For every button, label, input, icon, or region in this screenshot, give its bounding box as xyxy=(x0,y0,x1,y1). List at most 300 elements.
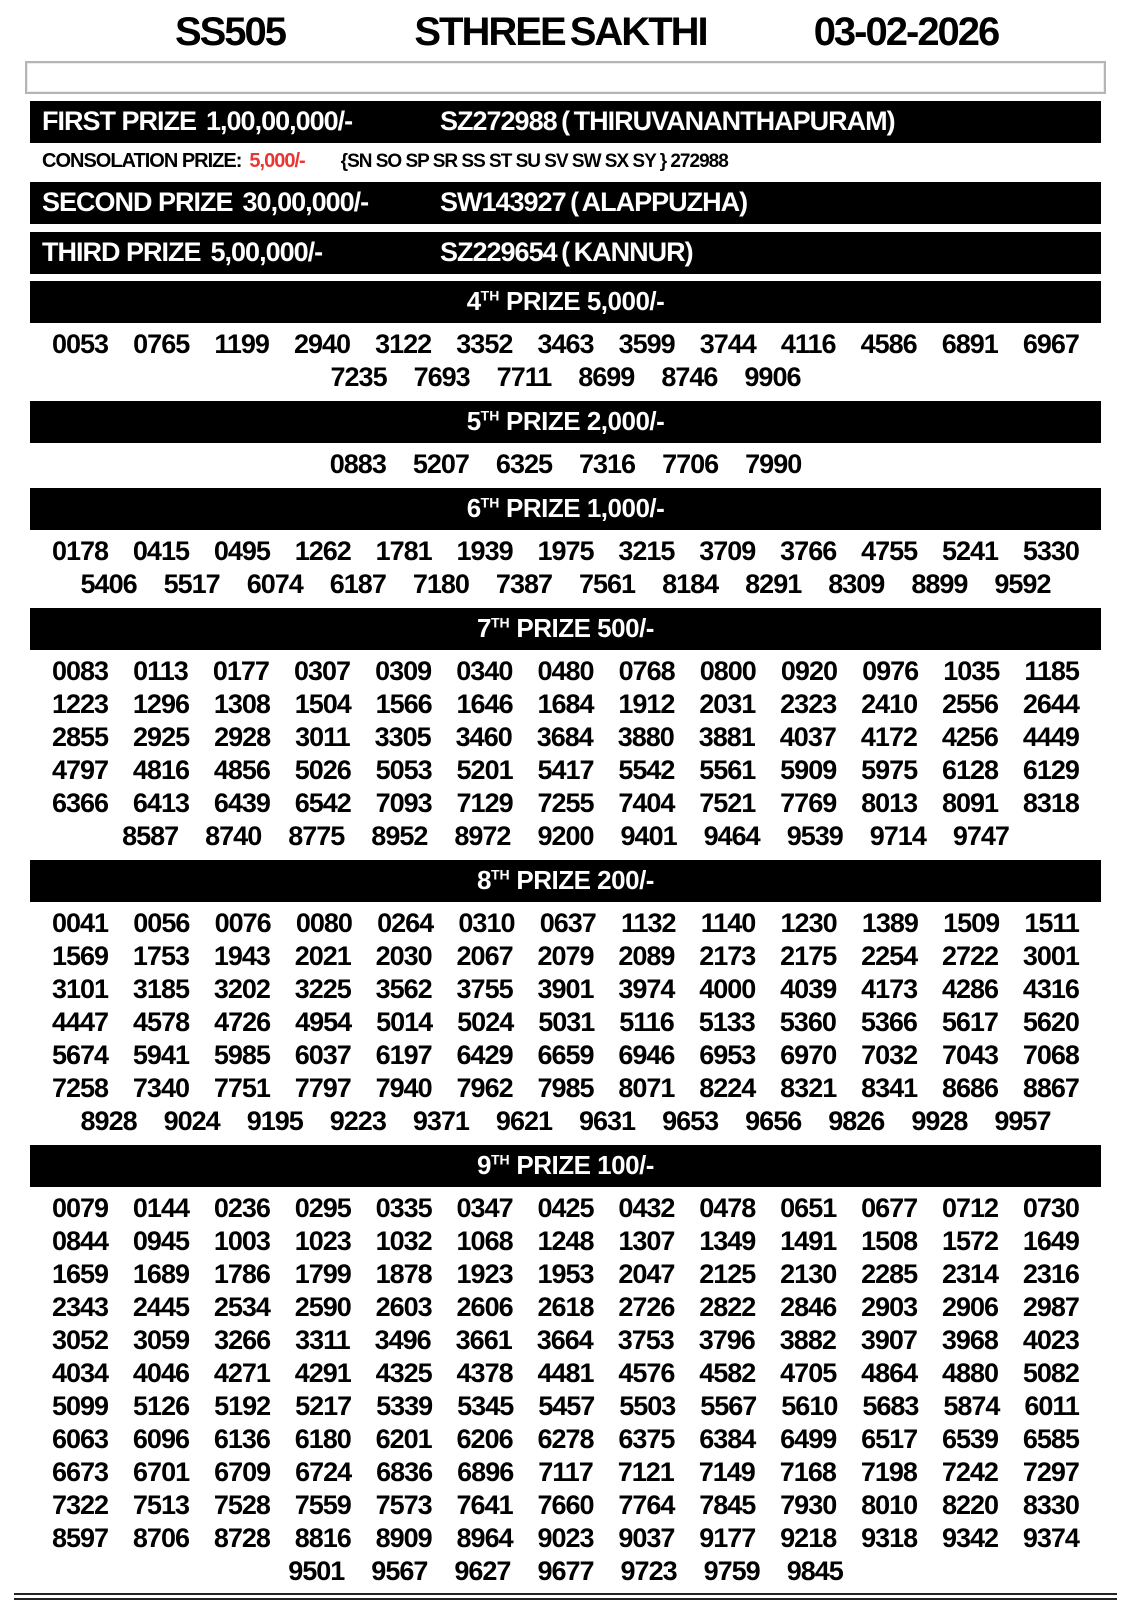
second-prize-label-group xyxy=(42,187,440,218)
prize-number: 8224 xyxy=(699,1073,756,1103)
prize-number: 3185 xyxy=(132,974,189,1004)
prize-number: 8330 xyxy=(1022,1490,1079,1520)
prize-number: 1684 xyxy=(537,689,594,719)
prize-number: 5683 xyxy=(862,1391,919,1421)
prize-number: 6187 xyxy=(329,569,386,599)
prize-number: 5503 xyxy=(619,1391,676,1421)
prize-number: 9826 xyxy=(828,1106,885,1136)
prize-number: 1689 xyxy=(132,1259,189,1289)
prize-number: 1032 xyxy=(375,1226,432,1256)
prize-number: 3882 xyxy=(779,1325,836,1355)
first-prize-amount: 1,00,00,000/- xyxy=(206,106,353,136)
prize-number: 6197 xyxy=(375,1040,432,1070)
prize-number: 3052 xyxy=(52,1325,109,1355)
prize-number: 5909 xyxy=(780,755,837,785)
third-prize-amount: 5,00,000/- xyxy=(210,237,323,267)
prize-number: 1068 xyxy=(456,1226,513,1256)
prize-section-header: 6TH PRIZE 1,000/- xyxy=(30,488,1101,530)
prize-number: 7316 xyxy=(579,449,636,479)
third-prize-label: THIRD PRIZE xyxy=(42,237,201,267)
prize-number: 1939 xyxy=(456,536,513,566)
prize-number: 9592 xyxy=(994,569,1051,599)
prize-number: 2031 xyxy=(699,689,756,719)
prize-number: 6539 xyxy=(941,1424,999,1454)
prize-number: 3122 xyxy=(375,329,432,359)
prize-number: 5674 xyxy=(52,1040,109,1070)
prize-number: 0340 xyxy=(456,656,513,686)
prize-number: 2067 xyxy=(456,941,513,971)
prize-number: 5082 xyxy=(1022,1358,1079,1388)
prize-number: 1923 xyxy=(456,1259,513,1289)
prize-number: 0883 xyxy=(329,449,386,479)
prize-number: 6542 xyxy=(294,788,351,818)
prize-number: 6499 xyxy=(780,1424,837,1454)
prize-number: 0478 xyxy=(699,1193,756,1223)
prize-number: 1943 xyxy=(213,941,270,971)
prize-number: 6673 xyxy=(52,1457,109,1487)
consolation-prize-amount: 5,000/- xyxy=(249,150,305,172)
prize-number: 6946 xyxy=(618,1040,675,1070)
prize-number-row xyxy=(52,907,1079,940)
prize-number: 2606 xyxy=(456,1292,513,1322)
prize-number: 9653 xyxy=(662,1106,719,1136)
prize-number: 7528 xyxy=(213,1490,270,1520)
prize-number: 7521 xyxy=(699,788,756,818)
prize-number: 8184 xyxy=(662,569,719,599)
prize-number: 1349 xyxy=(699,1226,756,1256)
prize-number: 7513 xyxy=(132,1490,189,1520)
prize-number: 4325 xyxy=(375,1358,432,1388)
prize-number: 2822 xyxy=(699,1292,756,1322)
prize-number: 8318 xyxy=(1022,788,1079,818)
first-prize-label-group xyxy=(42,106,440,137)
prize-number: 5561 xyxy=(699,755,756,785)
prize-number: 2906 xyxy=(941,1292,999,1322)
prize-number: 4864 xyxy=(861,1358,918,1388)
prize-number: 5031 xyxy=(538,1007,595,1037)
prize-number: 6278 xyxy=(537,1424,594,1454)
prize-number: 0844 xyxy=(52,1226,109,1256)
prize-number: 4755 xyxy=(861,536,918,566)
prize-number-row xyxy=(52,1072,1079,1105)
prize-number: 4291 xyxy=(294,1358,351,1388)
prize-number: 8291 xyxy=(745,569,802,599)
blank-box xyxy=(25,61,1106,94)
prize-number: 0076 xyxy=(214,908,271,938)
prize-number: 0310 xyxy=(458,908,515,938)
prize-number: 1878 xyxy=(375,1259,432,1289)
prize-number: 7258 xyxy=(52,1073,109,1103)
prize-number: 5517 xyxy=(163,569,220,599)
prize-number: 3744 xyxy=(699,329,756,359)
prize-number: 7990 xyxy=(745,449,802,479)
prize-number: 6136 xyxy=(213,1424,270,1454)
prize-number: 8816 xyxy=(294,1523,351,1553)
prize-number: 9957 xyxy=(994,1106,1051,1136)
prize-number: 4856 xyxy=(213,755,270,785)
prize-number: 9747 xyxy=(952,821,1009,851)
prize-number: 2175 xyxy=(780,941,837,971)
prize-number: 5330 xyxy=(1022,536,1079,566)
prize-number: 9627 xyxy=(454,1556,511,1586)
prize-number: 6429 xyxy=(456,1040,513,1070)
prize-number: 9342 xyxy=(941,1523,999,1553)
prize-number: 1262 xyxy=(294,536,351,566)
prize-number: 7985 xyxy=(537,1073,594,1103)
prize-number: 3460 xyxy=(455,722,512,752)
prize-number: 2722 xyxy=(941,941,999,971)
prize-number: 3968 xyxy=(941,1325,998,1355)
prize-number: 5457 xyxy=(538,1391,595,1421)
prize-number: 0080 xyxy=(295,908,352,938)
prize-number: 9845 xyxy=(786,1556,843,1586)
prize-number: 7751 xyxy=(213,1073,270,1103)
prize-number: 9401 xyxy=(620,821,677,851)
prize-number-row xyxy=(52,1039,1079,1072)
prize-number: 0920 xyxy=(780,656,837,686)
prize-number: 5620 xyxy=(1022,1007,1079,1037)
prize-number: 3225 xyxy=(294,974,351,1004)
prize-number: 4271 xyxy=(213,1358,270,1388)
prize-number: 1572 xyxy=(941,1226,999,1256)
prize-number: 4172 xyxy=(860,722,917,752)
prize-number: 1307 xyxy=(618,1226,675,1256)
first-prize-bar xyxy=(30,101,1101,143)
prize-number: 3664 xyxy=(536,1325,593,1355)
prize-section-header: 8TH PRIZE 200/- xyxy=(30,860,1101,902)
prize-number-row xyxy=(52,973,1079,1006)
prize-number: 7797 xyxy=(294,1073,351,1103)
prize-number: 1296 xyxy=(132,689,189,719)
prize-number: 7711 xyxy=(496,362,552,392)
prize-number: 6201 xyxy=(375,1424,432,1454)
prize-number: 1023 xyxy=(294,1226,351,1256)
prize-number: 0335 xyxy=(375,1193,432,1223)
prize-number: 2855 xyxy=(52,722,109,752)
prize-number: 9037 xyxy=(618,1523,675,1553)
prize-number: 1912 xyxy=(618,689,675,719)
prize-number: 7068 xyxy=(1022,1040,1079,1070)
prize-number: 9621 xyxy=(495,1106,552,1136)
prize-number: 9464 xyxy=(703,821,760,851)
prize-number: 8699 xyxy=(578,362,635,392)
prize-number: 1786 xyxy=(213,1259,270,1289)
prize-number: 6659 xyxy=(537,1040,594,1070)
prize-number: 1511 xyxy=(1024,908,1079,938)
prize-number: 9928 xyxy=(911,1106,968,1136)
prize-number: 1799 xyxy=(294,1259,351,1289)
prize-number: 4256 xyxy=(941,722,998,752)
prize-number: 7706 xyxy=(662,449,719,479)
prize-number: 3352 xyxy=(456,329,513,359)
prize-number: 5192 xyxy=(214,1391,271,1421)
prize-number: 6970 xyxy=(780,1040,837,1070)
prize-number: 5217 xyxy=(295,1391,352,1421)
prize-number: 9374 xyxy=(1022,1523,1079,1553)
prize-number: 6517 xyxy=(861,1424,918,1454)
prize-number-row xyxy=(52,787,1079,820)
prize-number-row xyxy=(52,754,1079,787)
prize-section-header: 7TH PRIZE 500/- xyxy=(30,608,1101,650)
prize-number: 4582 xyxy=(699,1358,756,1388)
prize-number: 1659 xyxy=(52,1259,109,1289)
prize-number: 8928 xyxy=(80,1106,137,1136)
second-prize-label: SECOND PRIZE xyxy=(42,187,233,217)
prize-number: 2445 xyxy=(132,1292,189,1322)
prize-number-row xyxy=(52,1258,1079,1291)
prize-number: 2903 xyxy=(861,1292,918,1322)
lottery-title: STHREE SAKTHI xyxy=(414,10,707,54)
prize-number-row xyxy=(52,655,1079,688)
prize-number: 8091 xyxy=(941,788,999,818)
prize-number: 5874 xyxy=(943,1391,1000,1421)
prize-number: 6128 xyxy=(941,755,999,785)
prize-number: 7404 xyxy=(618,788,675,818)
prize-section-header: 5TH PRIZE 2,000/- xyxy=(30,401,1101,443)
prize-number: 0712 xyxy=(941,1193,999,1223)
prize-number: 9223 xyxy=(329,1106,386,1136)
prize-number: 4316 xyxy=(1022,974,1079,1004)
prize-number: 5941 xyxy=(132,1040,189,1070)
prize-number: 4797 xyxy=(52,755,109,785)
prize-number: 6096 xyxy=(132,1424,189,1454)
prize-number: 2254 xyxy=(861,941,918,971)
prize-number: 8010 xyxy=(861,1490,918,1520)
prize-number: 8013 xyxy=(861,788,918,818)
prize-number: 3305 xyxy=(374,722,431,752)
prize-number-row xyxy=(52,361,1079,394)
prize-number-row xyxy=(52,940,1079,973)
prize-number: 5366 xyxy=(860,1007,917,1037)
prize-number: 3562 xyxy=(375,974,432,1004)
prize-number: 2846 xyxy=(780,1292,837,1322)
prize-number: 6701 xyxy=(133,1457,190,1487)
prize-number: 8597 xyxy=(52,1523,109,1553)
first-prize-winner: SZ272988 ( THIRUVANANTHAPURAM) xyxy=(440,106,895,136)
prize-number: 0347 xyxy=(456,1193,513,1223)
prize-number: 7149 xyxy=(698,1457,755,1487)
draw-code: SS505 xyxy=(174,10,286,54)
prize-number: 4173 xyxy=(861,974,918,1004)
prize-number: 7845 xyxy=(699,1490,756,1520)
prize-number: 6063 xyxy=(52,1424,109,1454)
prize-number: 1248 xyxy=(537,1226,594,1256)
prize-number: 0425 xyxy=(537,1193,594,1223)
bottom-divider xyxy=(14,1593,1117,1600)
prize-number-row xyxy=(52,1105,1079,1138)
prize-number: 6891 xyxy=(941,329,998,359)
prize-number: 0079 xyxy=(52,1193,109,1223)
prize-number: 3796 xyxy=(698,1325,755,1355)
prize-number: 6375 xyxy=(618,1424,675,1454)
prize-number: 7940 xyxy=(375,1073,432,1103)
prize-number: 1199 xyxy=(214,329,269,359)
prize-number: 1132 xyxy=(620,908,676,938)
prize-number: 7764 xyxy=(618,1490,675,1520)
consolation-prize-label: CONSOLATION PRIZE: xyxy=(42,150,242,172)
prize-number: 4449 xyxy=(1022,722,1079,752)
prize-number: 6413 xyxy=(132,788,189,818)
prize-number: 3311 xyxy=(295,1325,350,1355)
prize-number: 2125 xyxy=(699,1259,756,1289)
prize-number-row xyxy=(52,820,1079,853)
prize-number: 1508 xyxy=(861,1226,918,1256)
prize-number: 9318 xyxy=(861,1523,918,1553)
prize-number: 6724 xyxy=(295,1457,352,1487)
prize-number: 5975 xyxy=(861,755,918,785)
prize-number: 8899 xyxy=(911,569,968,599)
prize-number: 7180 xyxy=(412,569,469,599)
prize-number: 7559 xyxy=(294,1490,351,1520)
prize-number: 0307 xyxy=(293,656,351,686)
prize-number: 2314 xyxy=(941,1259,999,1289)
prize-number: 5345 xyxy=(457,1391,514,1421)
prize-number: 3684 xyxy=(536,722,593,752)
prize-number: 2030 xyxy=(375,941,432,971)
prize-number: 4046 xyxy=(132,1358,189,1388)
prize-number: 7769 xyxy=(780,788,837,818)
prize-number: 9656 xyxy=(745,1106,802,1136)
prize-number: 5126 xyxy=(133,1391,190,1421)
prize-number: 0309 xyxy=(375,656,432,686)
prize-number: 5116 xyxy=(619,1007,674,1037)
prize-number-row xyxy=(52,1192,1079,1225)
prize-number: 1975 xyxy=(537,536,594,566)
prize-number: 4880 xyxy=(941,1358,999,1388)
prize-number: 4481 xyxy=(537,1358,594,1388)
prize-number: 8728 xyxy=(213,1523,270,1553)
prize-number: 0945 xyxy=(132,1226,189,1256)
prize-number: 0651 xyxy=(780,1193,837,1223)
prize-number: 3766 xyxy=(780,536,837,566)
prize-number: 3101 xyxy=(52,974,109,1004)
prize-number: 5014 xyxy=(376,1007,433,1037)
prize-number: 8321 xyxy=(780,1073,837,1103)
prize-number: 6366 xyxy=(52,788,109,818)
prize-number: 7032 xyxy=(861,1040,918,1070)
prize-number: 7235 xyxy=(330,362,387,392)
prize-number: 4726 xyxy=(214,1007,271,1037)
prize-number-row xyxy=(52,1291,1079,1324)
prize-number: 4705 xyxy=(780,1358,837,1388)
prize-number-row xyxy=(52,1423,1079,1456)
prize-number: 2556 xyxy=(941,689,999,719)
prize-number: 9677 xyxy=(537,1556,594,1586)
prize-number: 3755 xyxy=(456,974,513,1004)
prize-number: 7297 xyxy=(1022,1457,1079,1487)
prize-number: 0637 xyxy=(539,908,596,938)
prize-number: 3974 xyxy=(618,974,675,1004)
prize-number: 0295 xyxy=(294,1193,351,1223)
prize-number: 7693 xyxy=(413,362,470,392)
prize-number: 5610 xyxy=(781,1391,838,1421)
prize-number: 3215 xyxy=(618,536,675,566)
prize-number: 9177 xyxy=(699,1523,756,1553)
prize-number: 3202 xyxy=(213,974,270,1004)
prize-number: 7168 xyxy=(779,1457,836,1487)
prize-number: 0144 xyxy=(132,1193,189,1223)
prize-number: 6896 xyxy=(457,1457,514,1487)
second-prize-winner: SW143927 ( ALAPPUZHA) xyxy=(440,187,748,217)
consolation-prize-series: {SN SO SP SR SS ST SU SV SW SX SY } 272988 xyxy=(340,150,728,172)
prize-number: 0177 xyxy=(212,656,269,686)
prize-number: 9759 xyxy=(703,1556,760,1586)
first-prize-label: FIRST PRIZE xyxy=(42,106,197,136)
prize-number: 0730 xyxy=(1022,1193,1079,1223)
prize-number: 7043 xyxy=(941,1040,999,1070)
prize-number: 6384 xyxy=(699,1424,756,1454)
prize-number: 0415 xyxy=(132,536,189,566)
prize-number: 6206 xyxy=(456,1424,513,1454)
prize-number: 1753 xyxy=(132,941,189,971)
prize-number: 4286 xyxy=(941,974,999,1004)
prize-number: 6180 xyxy=(294,1424,351,1454)
prize-number: 1953 xyxy=(537,1259,594,1289)
prize-number: 1491 xyxy=(780,1226,837,1256)
prize-number: 9023 xyxy=(537,1523,594,1553)
prize-number-row xyxy=(52,1006,1079,1039)
prize-number: 2021 xyxy=(294,941,351,971)
prize-number: 2079 xyxy=(537,941,594,971)
prize-number: 3907 xyxy=(860,1325,917,1355)
prize-number: 9714 xyxy=(869,821,926,851)
prize-number: 2173 xyxy=(699,941,756,971)
prize-number: 5207 xyxy=(412,449,469,479)
prize-number: 9906 xyxy=(744,362,801,392)
prize-number: 3599 xyxy=(618,329,675,359)
prize-number: 9195 xyxy=(246,1106,303,1136)
prize-number: 5406 xyxy=(80,569,137,599)
prize-number: 5542 xyxy=(618,755,675,785)
prize-number: 5617 xyxy=(941,1007,998,1037)
prize-number: 5099 xyxy=(52,1391,109,1421)
prize-number: 4034 xyxy=(52,1358,109,1388)
prize-number: 0765 xyxy=(133,329,190,359)
prize-number: 2726 xyxy=(618,1292,675,1322)
prize-number: 2323 xyxy=(780,689,837,719)
prize-number-row xyxy=(52,721,1079,754)
prize-number: 2925 xyxy=(133,722,190,752)
prize-number: 0236 xyxy=(213,1193,270,1223)
prize-number: 1389 xyxy=(861,908,918,938)
prize-number: 9371 xyxy=(412,1106,469,1136)
prize-number: 2089 xyxy=(618,941,675,971)
prize-number: 8952 xyxy=(371,821,428,851)
prize-number: 1185 xyxy=(1024,656,1079,686)
prize-number: 6074 xyxy=(246,569,303,599)
prize-number: 0083 xyxy=(52,656,109,686)
third-prize-winner: SZ229654 ( KANNUR) xyxy=(440,237,693,267)
prize-number-row xyxy=(52,688,1079,721)
prize-number: 7340 xyxy=(132,1073,189,1103)
prize-number: 3011 xyxy=(295,722,350,752)
prize-number: 1504 xyxy=(294,689,351,719)
prize-number: 2590 xyxy=(294,1292,351,1322)
prize-number: 4954 xyxy=(295,1007,352,1037)
prize-number: 8071 xyxy=(618,1073,675,1103)
prize-number: 8746 xyxy=(661,362,718,392)
prize-number: 3463 xyxy=(537,329,594,359)
prize-number: 0053 xyxy=(52,329,109,359)
prize-number: 6129 xyxy=(1022,755,1079,785)
prize-number: 8686 xyxy=(941,1073,999,1103)
prize-number: 0178 xyxy=(52,536,109,566)
prize-number: 8341 xyxy=(861,1073,918,1103)
prize-number: 7573 xyxy=(375,1490,432,1520)
prize-number: 5417 xyxy=(537,755,594,785)
prize-number: 4000 xyxy=(699,974,756,1004)
prize-number: 8964 xyxy=(456,1523,513,1553)
